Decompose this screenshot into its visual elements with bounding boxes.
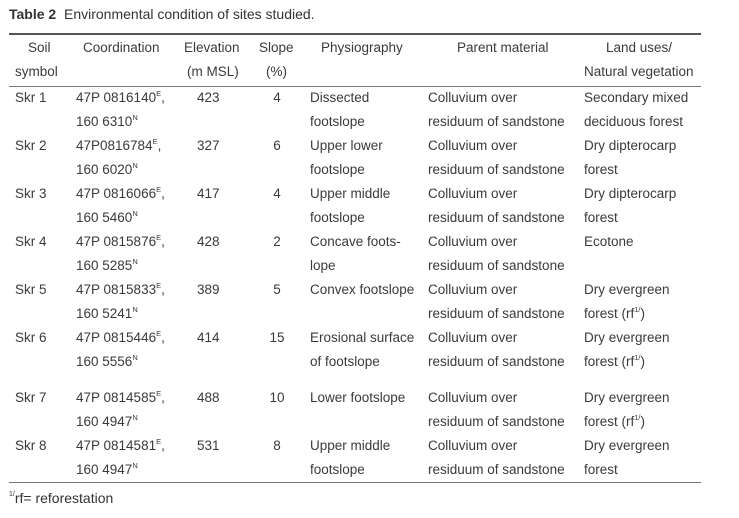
header-elevation-unit: (m MSL) [187,64,239,79]
cell-coordinate-northing-text: 160 5556 [76,354,133,369]
cell-soil-symbol-text: Skr 6 [15,330,47,345]
footnote [9,490,113,506]
cell-elevation-text: 428 [197,234,220,249]
cell-physiography-line2-text: footslope [310,114,365,129]
cell-soil-symbol-text: Skr 3 [15,186,47,201]
cell-parent-material-line2-text: residuum of sandstone [428,354,565,369]
cell-parent-material-line2 [428,110,565,134]
coordinate-superscript: E [156,389,162,398]
cell-coordinate-easting-text: 47P 0815833 [76,282,157,297]
bottom-rule [9,482,701,483]
cell-parent-material-line1-text: Colluvium over [428,438,518,453]
cell-coordinate-easting-text: 47P 0815446 [76,330,157,345]
cell-slope-text: 8 [273,438,281,453]
coordinate-superscript: E [156,233,162,242]
coordinate-superscript: N [132,413,138,422]
cell-land-use-line2 [584,110,683,134]
cell-physiography-line1-text: Upper middle [310,186,391,201]
cell-slope [265,278,289,302]
cell-parent-material-line2 [428,302,565,326]
cell-land-use-line2 [584,206,618,230]
cell-coordinate-easting-text: 47P0816784 [76,138,153,153]
header-parent-material: Parent material [457,40,549,55]
cell-physiography-line2 [310,110,365,134]
cell-coordinate-northing-text: 160 4947 [76,462,133,477]
header-symbol: symbol [15,64,58,79]
header-soil: Soil [28,40,51,55]
cell-coordinate-easting: 47P $0815446^E$, [76,329,165,345]
cell-coordinate-northing-text: 160 6020 [76,162,133,177]
cell-land-use-line1-text: Dry dipterocarp [584,138,677,153]
cell-coordinate-northing-text: 160 6310 [76,114,133,129]
cell-parent-material-line2 [428,350,565,374]
cell-physiography-line1-text: Dissected [310,90,370,105]
cell-slope [265,230,289,254]
cell-elevation-text: 327 [197,138,220,153]
cell-coordinate-northing [76,350,138,374]
cell-parent-material-line1 [428,386,517,410]
cell-soil-symbol-text: Skr 4 [15,234,47,249]
cell-land-use-line1 [584,326,670,350]
cell-land-use-line2-text: forest (rf [584,414,635,429]
coordinate-superscript: N [132,161,138,170]
cell-parent-material-line2-text: residuum of sandstone [428,114,565,129]
footnote-text: rf= reforestation [14,490,114,506]
cell-soil-symbol-text: Skr 2 [15,138,47,153]
cell-land-use-line1 [584,434,670,458]
cell-coordinate-northing [76,206,138,230]
cell-parent-material-line1-text: Colluvium over [428,90,518,105]
cell-physiography-line1-text: Convex footslope [310,282,415,297]
cell-physiography-line2-text: footslope [310,462,365,477]
cell-coordinate-easting: 47P $0815833^E$, [76,281,165,297]
table-title: Environmental condition of sites studied. [63,6,315,22]
cell-physiography-line1 [310,278,414,302]
cell-physiography-line2 [310,350,380,374]
cell-parent-material-line2 [428,410,565,434]
cell-soil-symbol [15,326,47,350]
cell-parent-material-line2 [428,458,565,482]
cell-physiography-line2-text: of footslope [310,354,380,369]
cell-physiography-line2 [310,458,365,482]
coordinate-superscript: N [132,113,138,122]
coordinate-superscript: E [156,185,162,194]
cell-physiography-line2-text: footslope [310,210,365,225]
cell-land-use-line2: forest $(rf^{1/})$ [584,305,646,321]
cell-parent-material-line2-text: residuum of sandstone [428,162,565,177]
cell-land-use-line2-text: forest (rf [584,354,635,369]
cell-coordinate-easting-text: 47P 0816066 [76,186,157,201]
cell-parent-material-line1-text: Colluvium over [428,186,518,201]
coordinate-superscript: E [152,137,158,146]
cell-coordinate-northing [76,158,138,182]
cell-physiography-line1 [310,326,414,350]
cell-elevation-text: 389 [197,282,220,297]
cell-coordinate-northing [76,302,138,326]
cell-land-use-line1-text: Dry evergreen [584,282,670,297]
cell-physiography-line1 [310,182,390,206]
cell-physiography-line1 [310,386,405,410]
coordinate-superscript: N [132,209,138,218]
cell-land-use-line1-text: Dry dipterocarp [584,186,677,201]
cell-slope-text: 4 [273,186,281,201]
cell-land-use-line2-text: forest [584,162,618,177]
cell-coordinate-northing-text: 160 4947 [76,414,133,429]
cell-slope-text: 5 [273,282,281,297]
cell-coordinate-northing [76,410,138,434]
cell-coordinate-easting: 47P $0815876^E$, [76,233,165,249]
coordinate-superscript: E [156,89,162,98]
cell-soil-symbol-text: Skr 1 [15,90,47,105]
cell-parent-material-line1 [428,134,517,158]
coordinate-superscript: E [156,437,162,446]
cell-parent-material-line2-text: residuum of sandstone [428,258,565,273]
coordinate-superscript: E [156,329,162,338]
cell-coordinate-easting: $47P0816784^E$, [76,137,162,153]
cell-physiography-line2-text: lope [310,258,336,273]
cell-coordinate-easting: 47P $0814581^E$, [76,437,165,453]
cell-physiography-line1-text: Erosional surface [310,330,415,345]
cell-land-use-line2-text: forest [584,462,618,477]
cell-elevation [197,434,220,458]
cell-land-use-line2: forest $(rf^{1/})$ [584,413,646,429]
cell-parent-material-line1-text: Colluvium over [428,234,518,249]
cell-parent-material-line2-text: residuum of sandstone [428,462,565,477]
cell-slope-text: 2 [273,234,281,249]
coordinate-superscript: N [132,461,138,470]
cell-elevation-text: 417 [197,186,220,201]
cell-coordinate-northing-text: 160 5460 [76,210,133,225]
cell-physiography-line1-text: Upper lower [310,138,383,153]
cell-slope [265,134,289,158]
cell-physiography-line1 [310,230,401,254]
cell-soil-symbol [15,278,47,302]
footnote-reference: 1/ [634,305,641,314]
cell-land-use-line2-text: forest [584,210,618,225]
cell-land-use-line2: forest $(rf^{1/})$ [584,353,646,369]
cell-soil-symbol-text: Skr 8 [15,438,47,453]
cell-elevation [197,134,220,158]
cell-coordinate-northing [76,110,138,134]
cell-land-use-line1 [584,134,676,158]
cell-elevation [197,326,220,350]
cell-elevation [197,86,220,110]
top-rule [9,33,701,35]
cell-physiography-line1-text: Lower footslope [310,390,406,405]
cell-land-use-line1 [584,386,670,410]
cell-land-use-line1-text: Dry evergreen [584,390,670,405]
cell-elevation [197,182,220,206]
cell-parent-material-line2-text: residuum of sandstone [428,210,565,225]
cell-physiography-line1-text: Concave foots- [310,234,401,249]
cell-parent-material-line2 [428,158,565,182]
cell-coordinate-northing-text: 160 5285 [76,258,133,273]
cell-land-use-line2 [584,158,618,182]
cell-elevation-text: 488 [197,390,220,405]
cell-soil-symbol [15,386,47,410]
cell-slope [265,326,289,350]
cell-soil-symbol-text: Skr 5 [15,282,47,297]
cell-slope [265,386,289,410]
cell-parent-material-line1-text: Colluvium over [428,330,518,345]
cell-land-use-line1-text: Dry evergreen [584,330,670,345]
cell-land-use-line2-text: deciduous forest [584,114,684,129]
cell-parent-material-line1 [428,326,517,350]
cell-physiography-line2 [310,206,365,230]
cell-parent-material-line1-text: Colluvium over [428,390,518,405]
cell-land-use-line1-text: Ecotone [584,234,634,249]
cell-coordinate-easting-text: 47P 0814581 [76,438,157,453]
cell-coordinate-easting: 47P $0814585^E$, [76,389,165,405]
cell-physiography-line2-text: footslope [310,162,365,177]
cell-coordinate-northing [76,458,138,482]
cell-elevation-text: 414 [197,330,220,345]
cell-elevation [197,386,220,410]
cell-parent-material-line2 [428,254,565,278]
cell-parent-material-line1-text: Colluvium over [428,138,518,153]
cell-physiography-line1 [310,434,390,458]
cell-physiography-line1 [310,86,369,110]
header-elevation: Elevation [184,40,240,55]
header-slope: Slope [259,40,294,55]
cell-soil-symbol [15,134,47,158]
cell-coordinate-easting: 47P $0816140^E$, [76,89,165,105]
cell-parent-material-line1-text: Colluvium over [428,282,518,297]
header-coordination: Coordination [83,40,160,55]
cell-coordinate-easting-text: 47P 0816140 [76,90,157,105]
cell-elevation [197,278,220,302]
cell-parent-material-line2-text: residuum of sandstone [428,306,565,321]
cell-soil-symbol [15,86,47,110]
cell-elevation-text: 531 [197,438,220,453]
footnote-marker: 1/ [9,491,15,498]
cell-parent-material-line1 [428,86,517,110]
cell-slope-text: 10 [269,390,285,405]
cell-land-use-line1 [584,230,634,254]
coordinate-superscript: N [132,257,138,266]
cell-slope [265,86,289,110]
cell-parent-material-line2-text: residuum of sandstone [428,414,565,429]
cell-soil-symbol [15,230,47,254]
footnote-reference: 1/ [634,413,641,422]
header-physiography: Physiography [321,40,403,55]
cell-soil-symbol [15,182,47,206]
coordinate-superscript: N [132,353,138,362]
coordinate-superscript: N [132,305,138,314]
cell-slope-text: 4 [273,90,281,105]
cell-parent-material-line1 [428,434,517,458]
cell-physiography-line2 [310,158,365,182]
cell-slope-text: 6 [273,138,281,153]
cell-land-use-line1 [584,278,670,302]
cell-elevation-text: 423 [197,90,220,105]
cell-parent-material-line1 [428,230,517,254]
cell-soil-symbol-text: Skr 7 [15,390,47,405]
cell-slope [265,434,289,458]
header-slope-unit: (%) [266,64,287,79]
cell-land-use-line2 [584,458,618,482]
header-natural-vegetation: Natural vegetation [584,64,694,79]
table-caption [9,6,315,22]
cell-coordinate-easting: 47P $0816066^E$, [76,185,165,201]
cell-physiography-line1 [310,134,383,158]
cell-soil-symbol [15,434,47,458]
cell-physiography-line2 [310,254,336,278]
footnote-reference: 1/ [634,353,641,362]
cell-coordinate-northing-text: 160 5241 [76,306,133,321]
cell-parent-material-line1 [428,182,517,206]
cell-land-use-line1-text: Dry evergreen [584,438,670,453]
cell-slope [265,182,289,206]
cell-parent-material-line2 [428,206,565,230]
cell-coordinate-easting-text: 47P 0814585 [76,390,157,405]
cell-coordinate-northing [76,254,138,278]
cell-slope-text: 15 [269,330,285,345]
header-land-uses: Land uses/ [606,40,673,55]
cell-land-use-line1-text: Secondary mixed [584,90,689,105]
coordinate-superscript: E [156,281,162,290]
cell-land-use-line2-text: forest (rf [584,306,635,321]
cell-physiography-line1-text: Upper middle [310,438,391,453]
cell-land-use-line1 [584,86,688,110]
cell-land-use-line1 [584,182,676,206]
table-number: Table 2 [9,6,57,22]
cell-coordinate-easting-text: 47P 0815876 [76,234,157,249]
cell-elevation [197,230,220,254]
cell-parent-material-line1 [428,278,517,302]
